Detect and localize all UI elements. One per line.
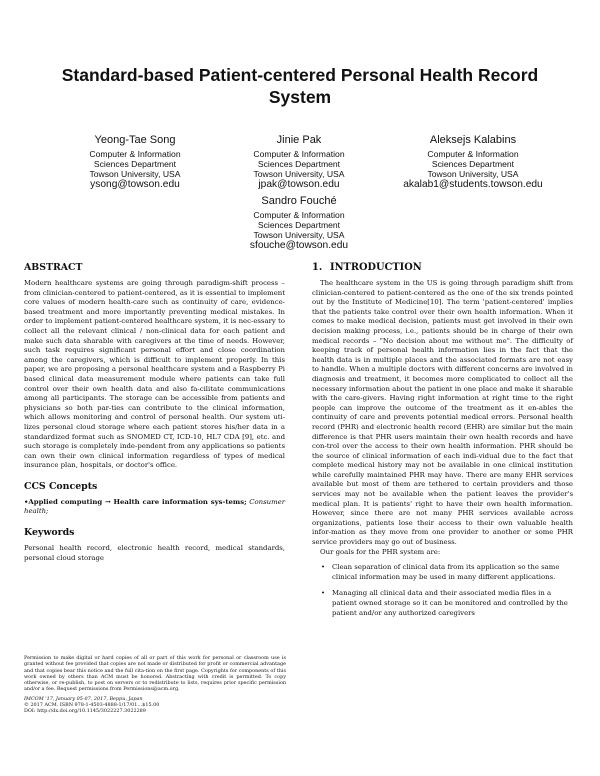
author-affiliation: Towson University, USA [427,169,519,179]
author-name: Yeong-Tae Song [94,134,176,146]
author-block [373,133,573,191]
bullet-icon: • [321,589,326,598]
permission-notice: Permission to make digital or hard copies of all or part of this work for personal or classroom use is granted without fee provided that copies are not made or distributed for profit or commercial advantage and that copies bear this notice and the full cita-tion on the first page. Copyrights for components of this work owned by others than ACM must be honored. Abstracting with credit is permitted. To copy otherwise, or re-publish, to post on servers or to redistribute to lists, requires prior specific permission and/or a fee. Request permissions from Permissions@acm.org. [24,655,286,693]
introduction-text: The healthcare system in the US is going through paradigm shift from clinician-centered to patient-centered as the one of the six trends pointed out by the Institute of Medicine[10]. The term 'patient-centered' implies that the patients take control over their own health information. When it comes to make medical decision, patients must get involved in their own decision making process, i.e., patients should be in charge of their own medical records – "No decision about me without me". The difficulty of keeping track of personal health information lies in the fact that the health data is in multiple places and the associated formats are not easy to handle. When a multiple doctors with different concerns are involved in diagnosis and treatment, it becomes more complicated to collect all the necessary information about the patient in one place and make it sharable with the care-givers. Having right information at right time to the right people can improve the outcome of the treatment as it en-ables the continuity of care and prevents potential medical errors. Personal health record (PHR) and electronic health record (EHR) are similar but the main difference is that PHR users maintain their own health records and have con-trol over the access to their own health information. PHR should be the source of clinical information of each indi-vidual due to the fact that complete medical history may not be available in one clinical institution while carefully maintained PHR may have. There are many EHR services available but most of them are tethered to certain providers and those services may not be available when the patient leaves the provider's medical plan. It is patients' right to have their own health information. However, since there are not many PHR services available across organizations, patients lose their access to their own valuable health infor-mation as they move from one provider to another or some PHR service providers may go out of business. [312,279,573,547]
author-affiliation: Sciences Department [93,159,177,169]
author-email: akalab1@students.towson.edu [403,179,543,190]
right-column [312,262,573,625]
section-title: INTRODUCTION [330,262,422,273]
author-affiliation: Computer & Information [253,149,345,159]
author-block [214,194,384,252]
author-affiliation: Sciences Department [257,159,341,169]
author-email: jpak@towson.edu [258,179,340,190]
author-affiliation: Towson University, USA [253,230,345,240]
author-affiliation: Computer & Information [427,149,519,159]
author-name: Jinie Pak [276,134,322,146]
introduction-heading [312,262,573,274]
author-name: Sandro Fouché [261,195,337,207]
author-affiliation: Towson University, USA [89,169,181,179]
copyright-line: © 2017 ACM. ISBN 978-1-4503-4888-1/17/01…$15.00 [24,702,160,709]
abstract-text: Modern healthcare systems are going through paradigm-shift process – from clinician-centered to patient-centered, as it is essential to implement core values of modern health-care such as continuity of care, evidence-based treatment and more importantly preventing medical mistakes. In order to implement patient-centered healthcare system, it is nec-essary to collect all the relevant clinical / non-clinical data for each patient and make such data sharable with caregivers at the time of needs. However, such task requires significant personal effort and close coordination among the caregivers, which is difficult to implement properly. In this paper, we are proposing a personal healthcare system and a Raspberry Pi based clinical data measurement module where patients can take full control over their own health data and also fa-cilitate communications among all participants. The storage can be accessible from patients and physicians so both par-ties can contribute to the clinical information, which allows monitoring and control of personal health. Our system uti-lizes personal cloud storage where each patient stores his/her data in a standardized format such as SNOMED CT, ICD-10, HL7 CDA [9], etc. and such storage is completely inde-pendent from any applications so patients can own their own clinical information regardless of types of medical insurance plan, hospitals, or doctor's office. [24,279,285,470]
paper-title: Standard-based Patient-centered Personal Health Record System [61,65,539,107]
list-item [312,563,573,582]
list-item [312,589,573,618]
ccs-heading: CCS Concepts [24,480,98,492]
author-block [214,133,384,191]
keywords-text: Personal health record, electronic health record, medical standards, personal cloud storage [24,544,285,562]
author-affiliation: Sciences Department [257,220,341,230]
abstract-heading: ABSTRACT [24,262,83,273]
author-affiliation: Sciences Department [431,159,515,169]
author-block [50,133,220,191]
left-column [24,262,285,563]
goals-lead: Our goals for the PHR system are: [320,547,441,556]
conference-info: IMCOM '17, January 05-07, 2017, Beppu, Japan [24,695,143,702]
author-name: Aleksejs Kalabins [429,134,517,146]
goals-list [312,563,573,618]
author-affiliation: Towson University, USA [253,169,345,179]
author-affiliation: Computer & Information [89,149,181,159]
doi-line: DOI: http://dx.doi.org/10.1145/3022227.3022289 [24,708,146,715]
ccs-bullet: • [24,497,29,506]
copyright-footnote [24,655,286,715]
author-email: sfouche@towson.edu [249,240,349,251]
goal-text: Managing all clinical data and their associated media files in a patient owned storage so it can be monitored and controlled by the patient and/or any authorized caregivers [332,589,568,617]
ccs-concept-bold: Applied computing → Health care information sys-tems; [28,497,247,506]
author-email: ysong@towson.edu [90,179,180,190]
bullet-icon: • [321,563,326,572]
author-affiliation: Computer & Information [253,210,345,220]
section-number: 1. [312,262,323,273]
ccs-concepts [24,498,285,517]
ccs-concept-italic: Consumer health; [24,497,285,516]
goal-text: Clean separation of clinical data from its application so the same clinical information may be used in many different applications. [332,563,560,581]
keywords-heading: Keywords [24,527,75,539]
